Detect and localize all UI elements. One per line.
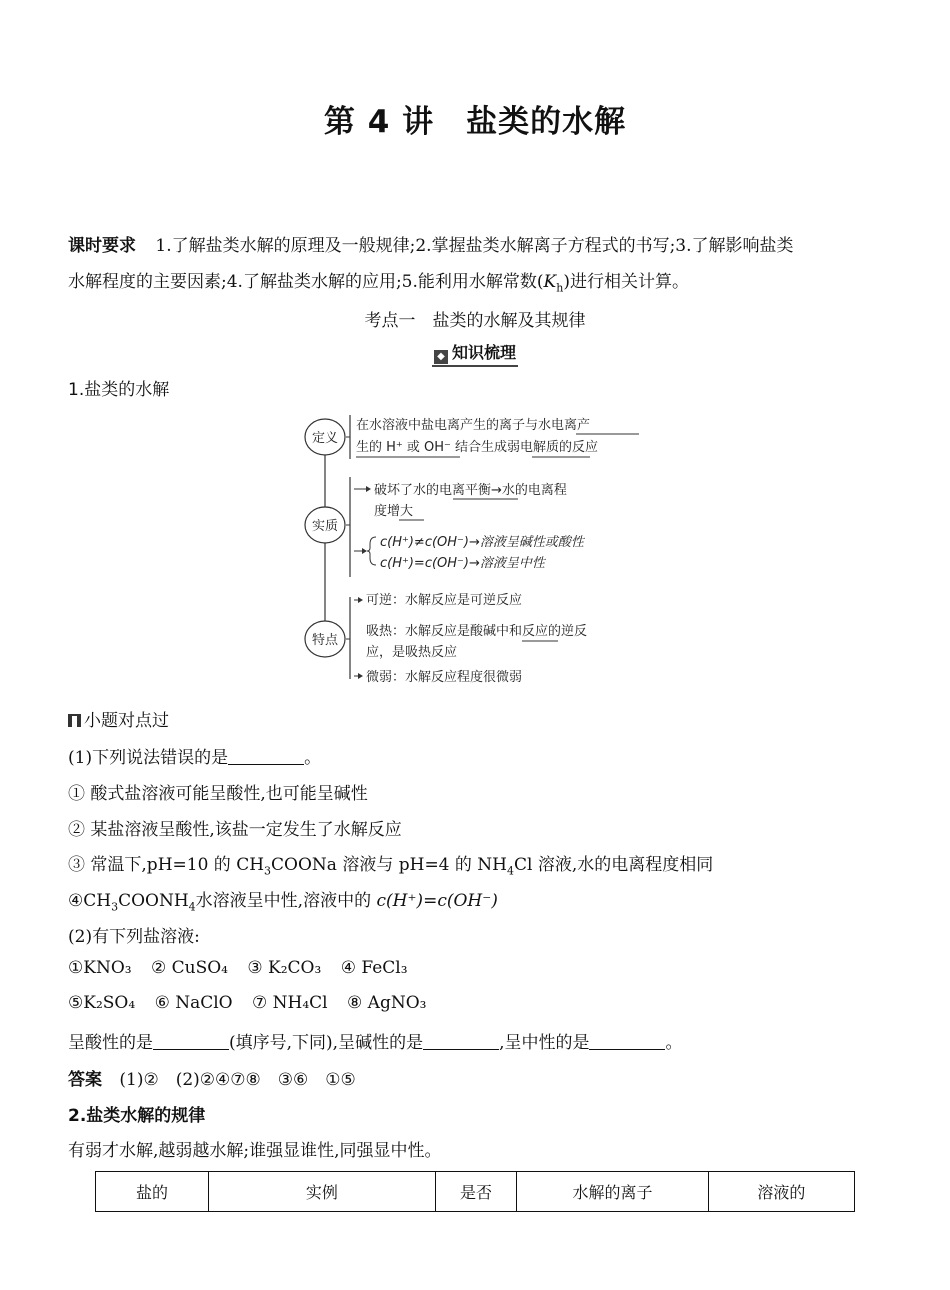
- section-title: 考点一 盐类的水解及其规律: [364, 311, 586, 331]
- essence-case-1: c(H⁺)≠c(OH⁻)→溶液呈碱性或酸性: [380, 535, 584, 550]
- page-title: 第 4 讲 盐类的水解: [323, 104, 627, 140]
- table-header: 溶液的: [708, 1172, 854, 1212]
- heading-hydrolysis: 1.盐类的水解: [68, 380, 170, 400]
- table-header: 盐的: [96, 1172, 209, 1212]
- feature-weak: 微弱：水解反应程度很微弱: [366, 670, 523, 685]
- table-header: 是否: [435, 1172, 517, 1212]
- feature-endothermic-2: 应，是吸热反应: [366, 645, 458, 660]
- answer-text: (1)② (2)②④⑦⑧ ③⑥ ①⑤: [119, 1070, 356, 1090]
- q2-row-2: ⑤K₂SO₄ ⑥ NaClO ⑦ NH₄Cl ⑧ AgNO₃: [68, 993, 427, 1013]
- neutral-blank[interactable]: [589, 1035, 665, 1050]
- q2-row-1: ①KNO₃ ② CuSO₄ ③ K₂CO₃ ④ FeCl₃: [68, 958, 408, 978]
- rule-text: 有弱才水解,越弱越水解;谁强显谁性,同强显中性。: [68, 1141, 442, 1161]
- definition-line-2: 生的 H⁺ 或 OH⁻ 结合生成弱电解质的反应: [356, 440, 599, 455]
- q1-option-4: $④CH_3COONH_4$水溶液呈中性,溶液中的 c(H⁺)=c(OH⁻): [68, 891, 498, 914]
- requirements-label: 课时要求: [68, 236, 136, 256]
- knowledge-badge: ◆ 知识梳理: [432, 340, 518, 367]
- table-header: 水解的离子: [517, 1172, 708, 1212]
- feature-reversible: 可逆：水解反应是可逆反应: [366, 593, 523, 608]
- essence-line-2: 度增大: [374, 504, 414, 519]
- section-mark-icon: [68, 714, 81, 727]
- heading-rules: 2.盐类水解的规律: [68, 1106, 206, 1126]
- practice-heading: 小题对点过: [68, 706, 169, 731]
- node-essence: 实质: [311, 519, 339, 534]
- q1-option-2: ② 某盐溶液呈酸性,该盐一定发生了水解反应: [68, 820, 402, 840]
- rules-table: [95, 1171, 855, 1212]
- answer-label: 答案: [68, 1070, 102, 1090]
- knowledge-badge-wrap: [0, 340, 950, 367]
- node-definition: 定义: [311, 431, 339, 446]
- q1-option-3: ③ 常温下,pH=10 的 $CH_3COONa$ 溶液与 pH=4 的 $NH_4Cl$ 溶液,水的电离程度相同: [68, 855, 714, 878]
- requirements-text-1: 1.了解盐类水解的原理及一般规律;2.掌握盐类水解离子方程式的书写;3.了解影响盐类: [155, 236, 794, 256]
- table-header-row: [96, 1172, 855, 1212]
- concept-diagram: [300, 405, 660, 695]
- table-header: 实例: [209, 1172, 436, 1212]
- answer-line: [68, 1065, 356, 1090]
- acidic-blank[interactable]: [153, 1035, 229, 1050]
- requirements-line-2: 水解程度的主要因素;4.了解盐类水解的应用;5.能利用水解常数$(K_h)$进行相关计算。: [68, 272, 689, 295]
- basic-blank[interactable]: [423, 1035, 499, 1050]
- answer-blank[interactable]: [228, 750, 304, 765]
- q2-stem: (2)有下列盐溶液:: [68, 927, 200, 947]
- q1-stem: (1)下列说法错误的是 。: [68, 748, 322, 768]
- essence-case-2: c(H⁺)=c(OH⁻)→溶液呈中性: [380, 556, 545, 571]
- requirements-line-1: [68, 231, 794, 256]
- definition-line-1: 在水溶液中盐电离产生的离子与水电离产: [356, 418, 591, 433]
- feature-endothermic-1: 吸热：水解反应是酸碱中和反应的逆反: [366, 624, 588, 639]
- essence-line-1: 破坏了水的电离平衡→水的电离程: [374, 483, 567, 498]
- q1-option-1: ① 酸式盐溶液可能呈酸性,也可能呈碱性: [68, 784, 368, 804]
- q2-question: 呈酸性的是 (填序号,下同),呈碱性的是 ,呈中性的是 。: [68, 1033, 683, 1053]
- diamond-icon: ◆: [434, 350, 448, 364]
- node-features: 特点: [311, 633, 339, 648]
